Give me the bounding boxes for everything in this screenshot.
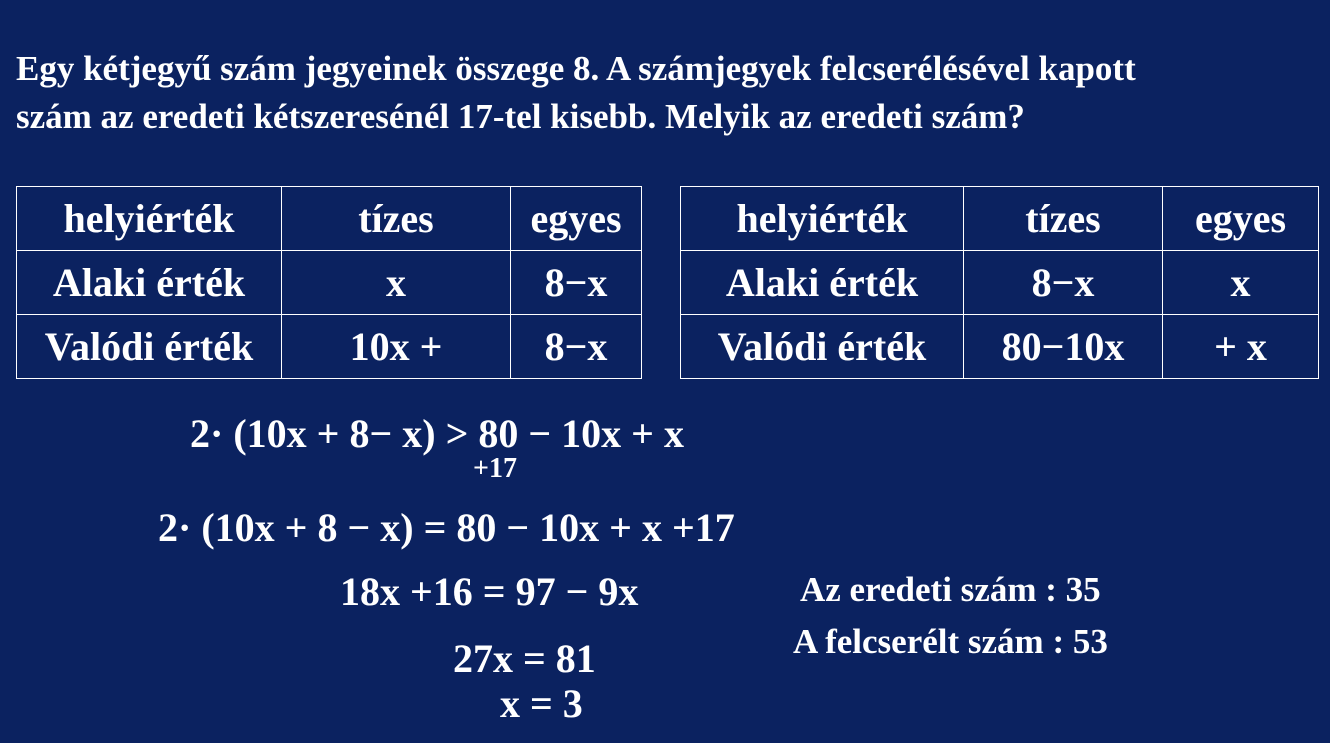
table-row bbox=[17, 251, 642, 315]
table-cell: egyes bbox=[1163, 187, 1319, 251]
problem-statement bbox=[16, 45, 1316, 141]
table-cell: tízes bbox=[282, 187, 511, 251]
table-cell: helyiérték bbox=[17, 187, 282, 251]
original-number-table bbox=[16, 186, 642, 379]
table-cell: 8−x bbox=[511, 315, 642, 379]
table-cell: helyiérték bbox=[681, 187, 964, 251]
table-cell: Alaki érték bbox=[681, 251, 964, 315]
table-row bbox=[681, 315, 1319, 379]
problem-line-2: szám az eredeti kétszeresénél 17-tel kisebb. Melyik az eredeti szám? bbox=[16, 97, 1025, 136]
difference-note: +17 bbox=[473, 453, 517, 484]
simplified-equation: 18x +16 = 97 − 9x bbox=[340, 569, 639, 614]
collected-equation: 27x = 81 bbox=[453, 636, 596, 681]
swapped-number-answer: A felcserélt szám : 53 bbox=[793, 622, 1108, 661]
table-cell: 10x + bbox=[282, 315, 511, 379]
solution-line: x = 3 bbox=[500, 681, 583, 726]
original-number-answer: Az eredeti szám : 35 bbox=[800, 570, 1101, 609]
table-cell: tízes bbox=[964, 187, 1163, 251]
table-cell: Valódi érték bbox=[681, 315, 964, 379]
swapped-number-table bbox=[680, 186, 1319, 379]
table-row bbox=[681, 187, 1319, 251]
equation-line: 2· (10x + 8 − x) = 80 − 10x + x +17 bbox=[158, 505, 735, 550]
inequality-line: 2· (10x + 8− x) > 80 − 10x + x bbox=[190, 411, 684, 456]
table-cell: Valódi érték bbox=[17, 315, 282, 379]
table-cell: Alaki érték bbox=[17, 251, 282, 315]
table-cell: 80−10x bbox=[964, 315, 1163, 379]
table-row bbox=[17, 315, 642, 379]
problem-line-1: Egy kétjegyű szám jegyeinek összege 8. A számjegyek felcserélésével kapott bbox=[16, 49, 1136, 88]
table-cell: egyes bbox=[511, 187, 642, 251]
table-row bbox=[681, 251, 1319, 315]
table-cell: x bbox=[1163, 251, 1319, 315]
table-cell: + x bbox=[1163, 315, 1319, 379]
table-row bbox=[17, 187, 642, 251]
table-cell: 8−x bbox=[511, 251, 642, 315]
table-cell: x bbox=[282, 251, 511, 315]
table-cell: 8−x bbox=[964, 251, 1163, 315]
